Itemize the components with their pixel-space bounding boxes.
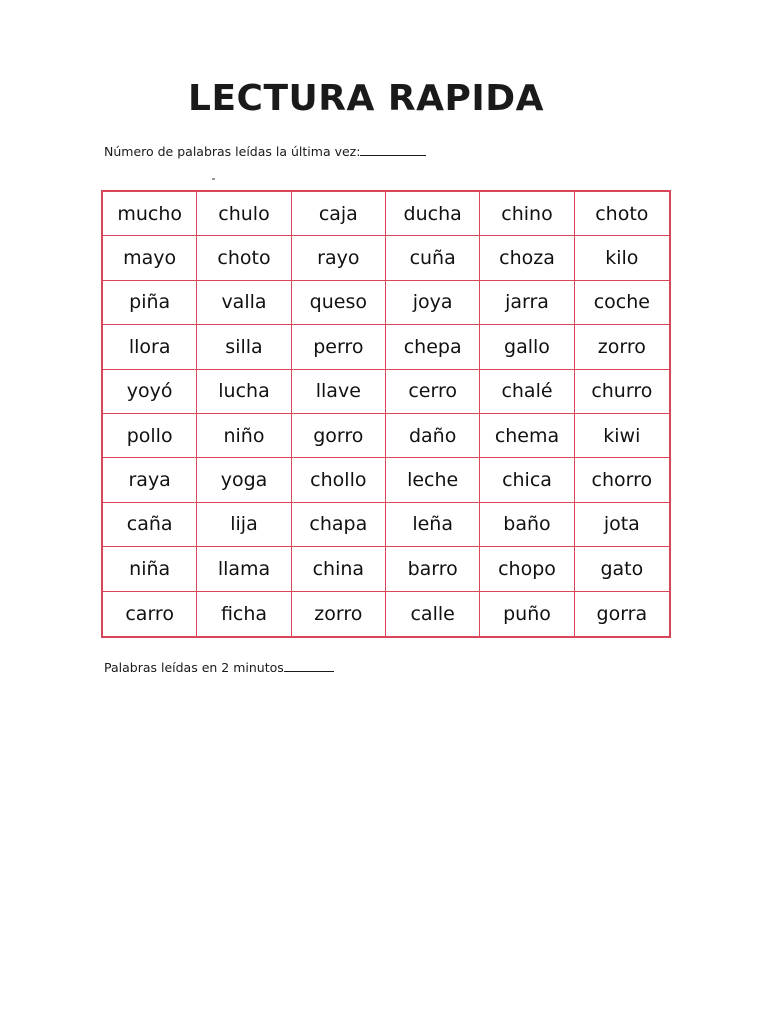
word-cell: choto — [197, 236, 291, 280]
word-cell: mayo — [103, 236, 197, 280]
word-cell: chema — [480, 414, 574, 458]
word-cell: kiwi — [575, 414, 669, 458]
word-cell: valla — [197, 281, 291, 325]
word-cell: gallo — [480, 325, 574, 369]
two-minutes-blank[interactable] — [284, 660, 334, 672]
word-cell: chica — [480, 458, 574, 502]
word-cell: joya — [386, 281, 480, 325]
word-cell: chepa — [386, 325, 480, 369]
word-cell: chulo — [197, 192, 291, 236]
word-cell: niña — [103, 547, 197, 591]
word-cell: rayo — [292, 236, 386, 280]
word-cell: leña — [386, 503, 480, 547]
word-cell: calle — [386, 592, 480, 636]
word-cell: pollo — [103, 414, 197, 458]
word-cell: caña — [103, 503, 197, 547]
word-cell: yoga — [197, 458, 291, 502]
page-title: LECTURA RAPIDA — [188, 78, 544, 119]
last-time-blank[interactable] — [360, 144, 426, 156]
word-cell: perro — [292, 325, 386, 369]
word-cell: yoyó — [103, 370, 197, 414]
word-cell: choto — [575, 192, 669, 236]
word-cell: chorro — [575, 458, 669, 502]
word-cell: chapa — [292, 503, 386, 547]
word-cell: leche — [386, 458, 480, 502]
word-cell: barro — [386, 547, 480, 591]
word-cell: ducha — [386, 192, 480, 236]
last-time-count-line — [104, 144, 426, 159]
word-cell: llama — [197, 547, 291, 591]
word-cell: kilo — [575, 236, 669, 280]
word-cell: chino — [480, 192, 574, 236]
word-cell: niño — [197, 414, 291, 458]
word-cell: china — [292, 547, 386, 591]
word-cell: puño — [480, 592, 574, 636]
word-cell: gorra — [596, 602, 648, 625]
word-cell: chopo — [480, 547, 574, 591]
stray-mark — [212, 178, 215, 180]
word-cell: cerro — [386, 370, 480, 414]
word-cell: llave — [292, 370, 386, 414]
last-time-label: Número de palabras leídas la última vez: — [104, 144, 361, 159]
word-cell: gorro — [292, 414, 386, 458]
two-minutes-count-line — [104, 660, 334, 675]
word-cell: raya — [103, 458, 197, 502]
word-cell: jarra — [480, 281, 574, 325]
word-cell: caja — [292, 192, 386, 236]
word-cell: daño — [386, 414, 480, 458]
word-cell: silla — [197, 325, 291, 369]
two-minutes-label: Palabras leídas en 2 minutos — [104, 660, 284, 675]
word-cell: baño — [480, 503, 574, 547]
word-cell: churro — [575, 370, 669, 414]
word-cell: jota — [575, 503, 669, 547]
word-cell: carro — [103, 592, 197, 636]
word-cell: zorro — [292, 592, 386, 636]
word-cell: cuña — [386, 236, 480, 280]
word-cell: piña — [103, 281, 197, 325]
word-grid — [101, 190, 671, 638]
word-cell: queso — [292, 281, 386, 325]
word-cell: gato — [575, 547, 669, 591]
word-cell: chollo — [292, 458, 386, 502]
word-cell: ficha — [197, 592, 291, 636]
word-cell: mucho — [103, 192, 197, 236]
word-cell: lija — [197, 503, 291, 547]
word-cell: chalé — [480, 370, 574, 414]
word-cell: coche — [575, 281, 669, 325]
word-cell: choza — [480, 236, 574, 280]
word-cell: lucha — [197, 370, 291, 414]
word-cell: zorro — [575, 325, 669, 369]
word-cell: llora — [103, 325, 197, 369]
